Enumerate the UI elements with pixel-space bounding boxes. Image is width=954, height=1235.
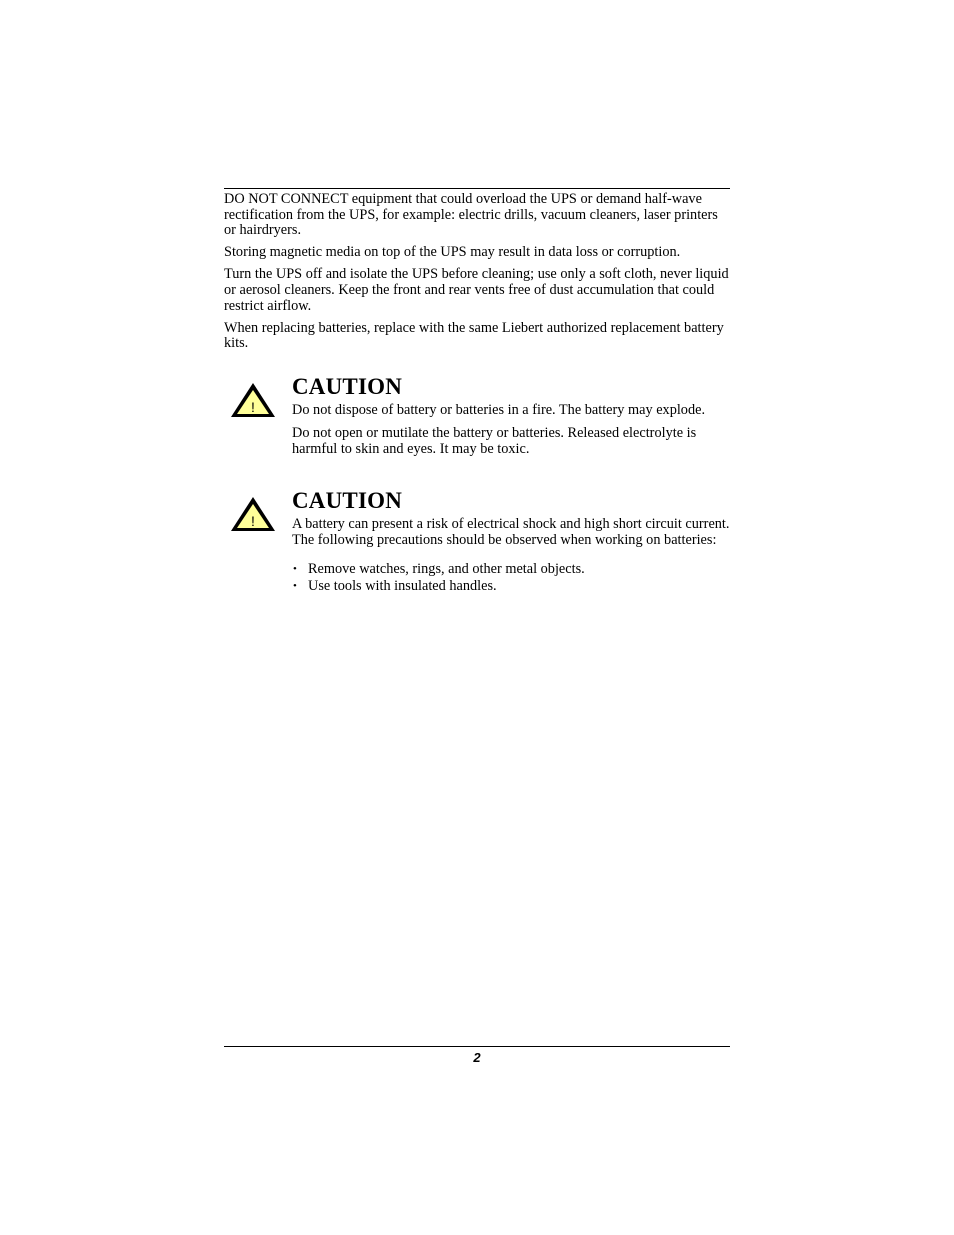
footer-rule bbox=[224, 1046, 730, 1047]
bullet-icon: • bbox=[293, 563, 297, 576]
list-item bbox=[292, 562, 730, 578]
warning-triangle-icon bbox=[228, 494, 278, 534]
precautions-list bbox=[292, 562, 730, 595]
svg-text:!: ! bbox=[251, 513, 255, 529]
page-number: 2 bbox=[473, 1050, 481, 1065]
paragraph-cleaning: Turn the UPS off and isolate the UPS before cleaning; use only a soft cloth, never liquid or aerosol cleaners. Keep the front and rear vents free of dust accumulation that could restrict airflow. bbox=[224, 266, 729, 314]
svg-text:!: ! bbox=[251, 399, 255, 415]
caution-body bbox=[292, 488, 730, 596]
list-item-text: Remove watches, rings, and other metal objects. bbox=[308, 561, 585, 578]
bullet-icon: • bbox=[293, 580, 297, 593]
caution-body bbox=[292, 374, 730, 465]
warning-triangle-icon bbox=[228, 380, 278, 420]
caution-paragraph-mutilate: Do not open or mutilate the battery or batteries. Released electrolyte is harmful to skin and eyes. It may be toxic. bbox=[292, 425, 697, 457]
paragraph-magnetic-media: Storing magnetic media on top of the UPS may result in data loss or corruption. bbox=[224, 244, 681, 261]
list-item bbox=[292, 579, 730, 595]
caution-paragraph-dispose: Do not dispose of battery or batteries in a fire. The battery may explode. bbox=[292, 402, 706, 418]
paragraph-overload-warning: DO NOT CONNECT equipment that could overload the UPS or demand half-wave rectification from the UPS, for example: electric drills, vacuum cleaners, laser printers or hairdryers. bbox=[224, 191, 718, 239]
list-item-text: Use tools with insulated handles. bbox=[308, 578, 497, 595]
caution-title: CAUTION bbox=[292, 374, 403, 399]
caution-paragraph-shock-risk: A battery can present a risk of electrical shock and high short circuit current. The following precautions should be observed when working on batteries: bbox=[292, 516, 730, 548]
paragraph-battery-replacement: When replacing batteries, replace with the same Liebert authorized replacement battery kits. bbox=[224, 319, 724, 352]
body-text bbox=[224, 192, 730, 358]
caution-title: CAUTION bbox=[292, 488, 403, 513]
top-rule bbox=[224, 188, 730, 189]
